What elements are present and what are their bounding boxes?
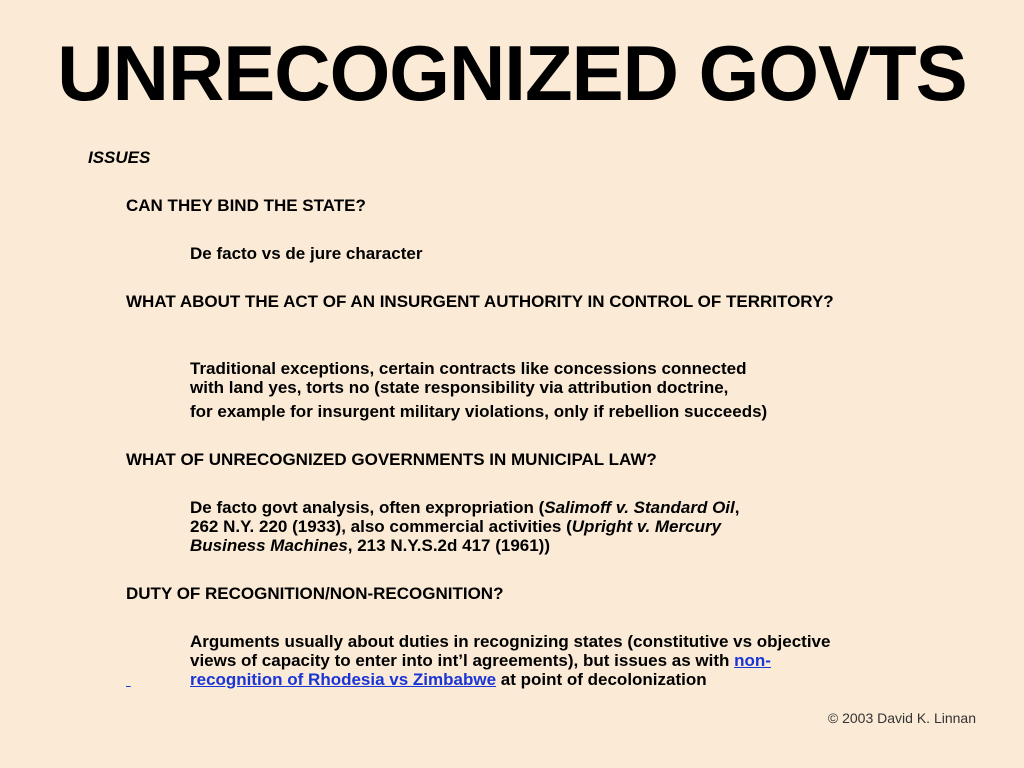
- case-citation: Business Machines: [190, 536, 348, 555]
- answer-line: for example for insurgent military violations, only if rebellion succeeds): [190, 402, 768, 421]
- answer-text: 262 N.Y. 220 (1933), also commercial activities (: [190, 517, 572, 536]
- question-municipal-law: WHAT OF UNRECOGNIZED GOVERNMENTS IN MUNICIPAL LAW?: [126, 450, 657, 469]
- answer-line: [190, 536, 950, 555]
- section-label: ISSUES: [88, 148, 151, 167]
- copyright-notice: © 2003 David K. Linnan: [827, 710, 976, 726]
- answer-text: at point of decolonization: [496, 670, 707, 689]
- answer-line: Arguments usually about duties in recognizing states (constitutive vs objective: [190, 632, 831, 651]
- question-insurgent-authority: WHAT ABOUT THE ACT OF AN INSURGENT AUTHORITY IN CONTROL OF TERRITORY?: [126, 292, 834, 311]
- slide-title: UNRECOGNIZED GOVTS: [57, 29, 967, 117]
- answer-line: Traditional exceptions, certain contracts like concessions connected: [190, 359, 747, 378]
- answer-text: De facto govt analysis, often expropriation (: [190, 498, 545, 517]
- rhodesia-link[interactable]: recognition of Rhodesia vs Zimbabwe: [190, 670, 497, 689]
- rhodesia-link[interactable]: non-: [734, 651, 771, 670]
- answer-text: ,: [734, 498, 740, 517]
- case-citation: Upright v. Mercury: [571, 517, 722, 536]
- case-citation: Salimoff v. Standard Oil: [544, 498, 735, 517]
- rhodesia-link-indent[interactable]: [126, 670, 190, 689]
- question-duty-of-recognition: DUTY OF RECOGNITION/NON-RECOGNITION?: [126, 584, 504, 603]
- answer-line: [190, 651, 950, 670]
- answer-text: , 213 N.Y.S.2d 417 (1961)): [347, 536, 551, 555]
- answer-line: [190, 517, 950, 536]
- answer-de-facto: De facto vs de jure character: [190, 244, 423, 263]
- answer-line: with land yes, torts no (state responsibility via attribution doctrine,: [190, 378, 729, 397]
- answer-text: views of capacity to enter into int’l agreements), but issues as with: [190, 651, 735, 670]
- answer-line: [190, 498, 950, 517]
- answer-line: [126, 670, 946, 689]
- question-bind-state: CAN THEY BIND THE STATE?: [126, 196, 366, 215]
